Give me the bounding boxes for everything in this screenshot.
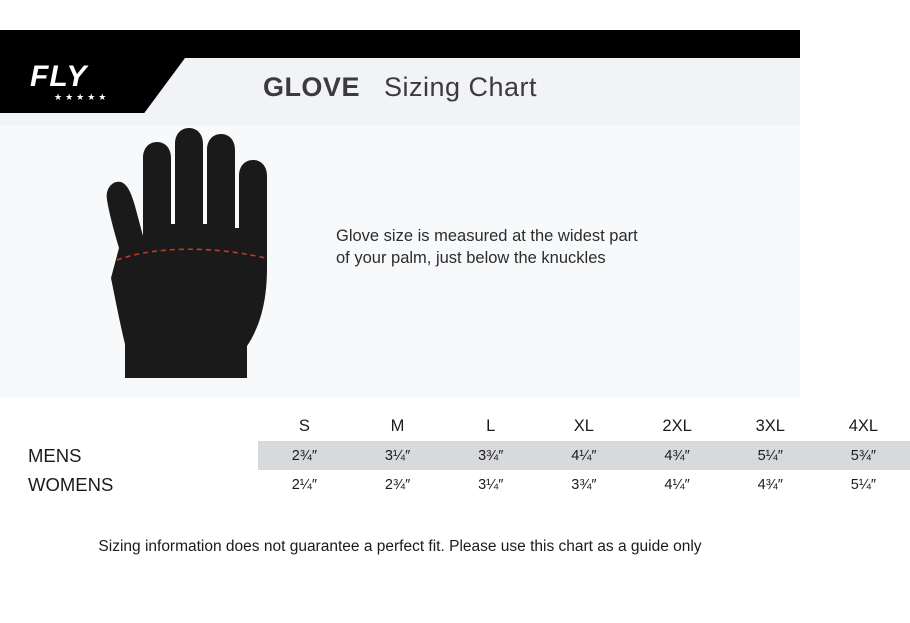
table-row-mens (20, 441, 910, 470)
measurement-note-line2: of your palm, just below the knuckles (336, 249, 606, 268)
disclaimer-note: Sizing information does not guarantee a perfect fit. Please use this chart as a guide only (98, 538, 702, 555)
wing-icon (14, 8, 164, 38)
fly-logo-text: FLY (30, 60, 88, 93)
logo-stars: ★★★★★ (54, 92, 110, 102)
mens-value-m: 3¼″ (351, 441, 444, 470)
page-title (0, 72, 800, 103)
mens-value-4xl: 5¾″ (817, 441, 910, 470)
mens-value-l: 3¾″ (444, 441, 537, 470)
mens-value-s: 2¾″ (258, 441, 351, 470)
header-corner-cell (20, 412, 258, 441)
womens-value-s: 2¼″ (291, 476, 318, 493)
size-header-xl: XL (573, 417, 594, 435)
table-header-row (20, 412, 910, 441)
size-header-m: M (390, 417, 405, 435)
size-header-s: S (298, 417, 310, 435)
measurement-note (336, 225, 736, 270)
womens-value-3xl: 4¾″ (757, 476, 783, 493)
size-header-4xl: 4XL (848, 417, 879, 435)
size-header-2xl: 2XL (662, 417, 692, 435)
measurement-note-line1: Glove size is measured at the widest part (336, 227, 638, 245)
womens-value-l: 3¼″ (478, 476, 504, 493)
womens-value-xl: 3¾″ (571, 476, 597, 493)
page-title-bold: GLOVE (262, 72, 360, 102)
womens-value-2xl: 4¼″ (664, 476, 690, 493)
table-row-womens (20, 470, 910, 499)
row-label-womens: WOMENS (28, 473, 114, 495)
size-table-wrap (0, 398, 879, 508)
size-table (20, 412, 910, 499)
row-label-mens: MENS (20, 441, 258, 470)
mens-value-2xl: 4¾″ (630, 441, 723, 470)
size-header-l: L (486, 417, 496, 435)
size-header-3xl: 3XL (755, 417, 785, 435)
hand-glove-silhouette-icon (55, 128, 305, 378)
mens-value-3xl: 5¼″ (724, 441, 817, 470)
womens-value-m: 2¾″ (384, 476, 411, 493)
womens-value-4xl: 5¼″ (850, 476, 877, 493)
page-title-rest: Sizing Chart (383, 72, 538, 102)
mens-value-xl: 4¼″ (537, 441, 630, 470)
